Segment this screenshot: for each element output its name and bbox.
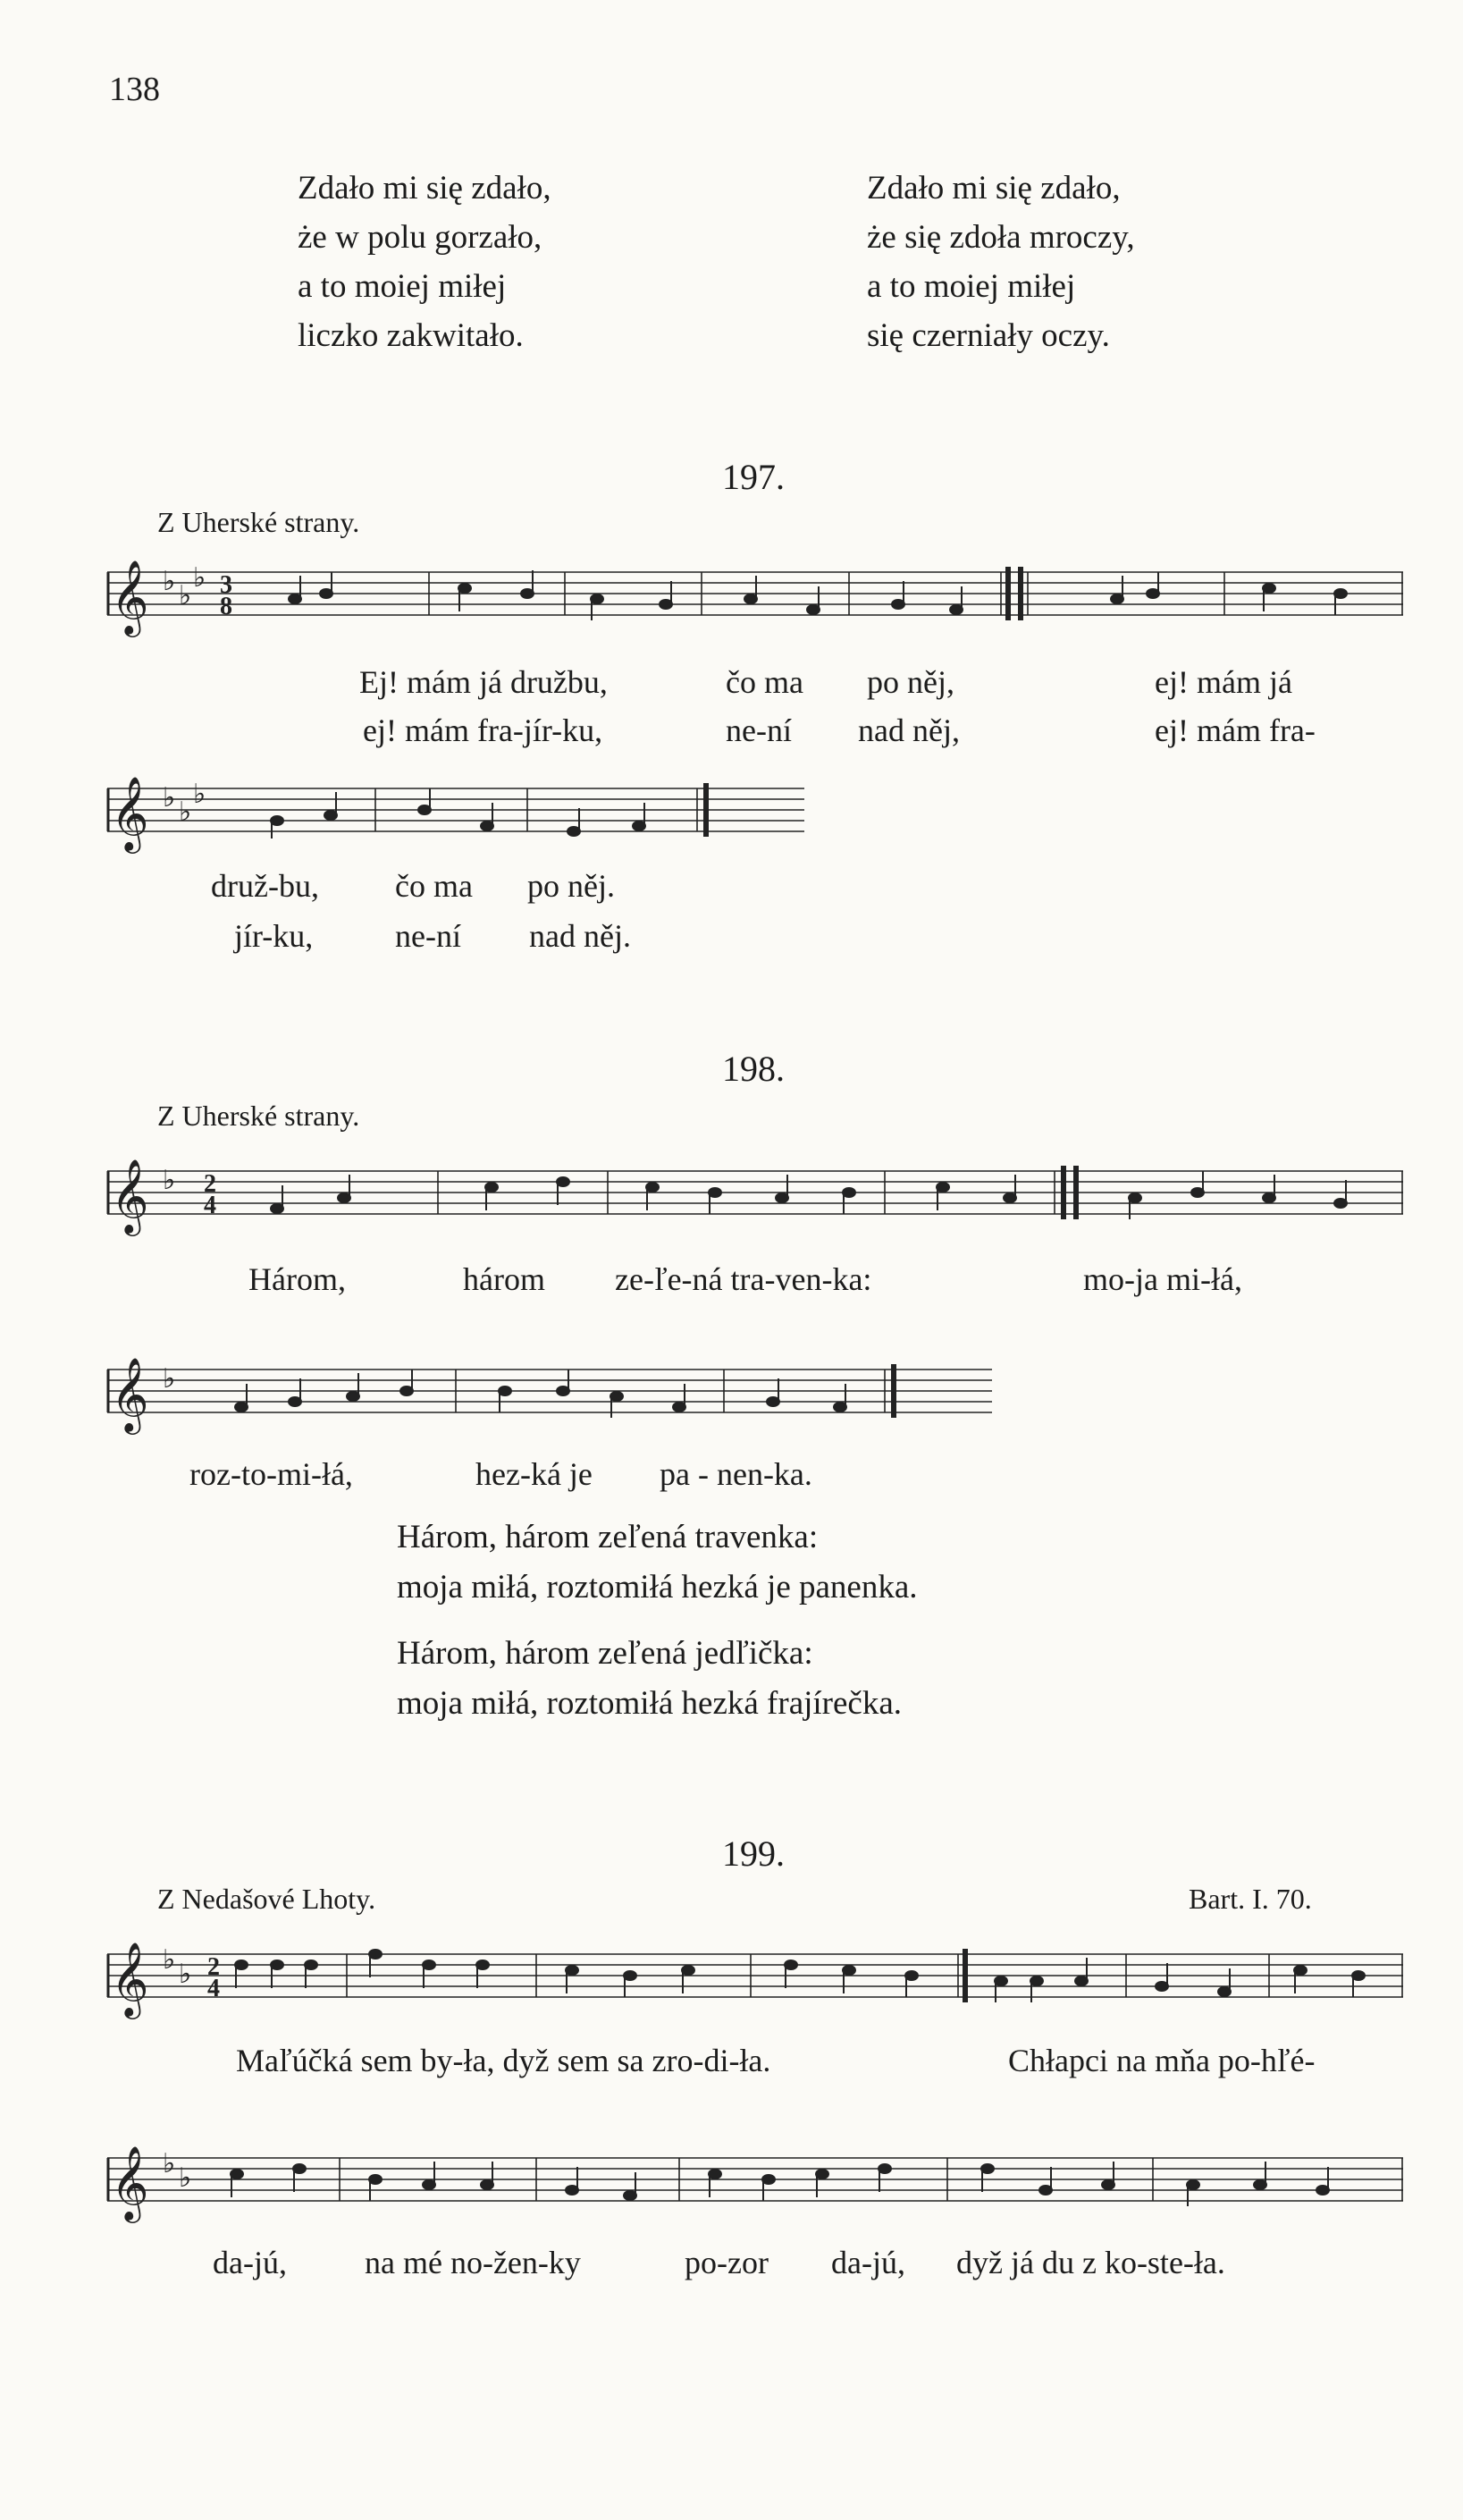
lyric: három <box>463 1261 545 1297</box>
flat-icon: ♭ <box>179 581 192 611</box>
lyric: Maľúčká sem by-ła, dyž sem sa zro-di-ła. <box>236 2043 771 2078</box>
treble-clef-icon: 𝄞 <box>111 1941 149 2016</box>
song-origin: Z Uherské strany. <box>157 1100 360 1132</box>
lyric: ne-ní <box>726 712 792 748</box>
poem-line: a to moiej miłej <box>867 268 1076 305</box>
lyric: roz-to-mi-łá, <box>189 1456 353 1492</box>
poem-line: że się zdoła mroczy, <box>867 219 1135 256</box>
verse-line: moja miłá, roztomiłá hezká je panenka. <box>397 1569 918 1606</box>
flat-icon: ♭ <box>163 2149 176 2179</box>
lyric: Ej! mám já družbu, <box>359 664 608 700</box>
flat-icon: ♭ <box>163 567 176 596</box>
lyric: ej! mám já <box>1155 664 1292 700</box>
lyric: ej! mám fra- <box>1155 712 1316 748</box>
source-reference: Bart. I. 70. <box>1189 1883 1312 1915</box>
flat-icon: ♭ <box>163 1945 176 1975</box>
lyric: čo ma <box>395 868 473 904</box>
poem-line: a to moiej miłej <box>298 268 507 305</box>
music-staff <box>107 1356 1001 1431</box>
time-sig-bottom: 4 <box>207 1975 220 2002</box>
notes <box>271 1171 1347 1219</box>
verse-line: moja miłá, roztomiłá hezká frajírečka. <box>397 1685 903 1722</box>
verse <box>397 1513 918 1613</box>
music-staff <box>107 775 822 850</box>
lyric: mo-ja mi-łá, <box>1083 1261 1242 1297</box>
music-staff <box>107 2145 1412 2220</box>
top-poem-right <box>867 164 1135 360</box>
treble-clef-icon: 𝄞 <box>111 2145 149 2220</box>
lyric: po něj. <box>527 868 615 904</box>
lyric: pa - nen-ka. <box>660 1456 812 1492</box>
lyric: druž-bu, <box>211 868 319 904</box>
lyric: nad něj. <box>529 918 631 954</box>
page-number: 138 <box>109 71 160 108</box>
time-sig-top: 3 <box>220 571 232 599</box>
lyric: čo ma <box>726 664 803 700</box>
flat-icon: ♭ <box>179 2163 192 2193</box>
lyric: na mé no-žen-ky <box>365 2245 581 2280</box>
lyric: po něj, <box>867 664 954 700</box>
notes <box>289 570 1347 620</box>
poem-line: Zdało mi się zdało, <box>298 170 551 206</box>
verse-line: Három, három zeľená jedľička: <box>397 1635 813 1672</box>
song-number: 197. <box>722 457 785 497</box>
lyric: hez-ká je <box>475 1456 593 1492</box>
lyric: Három, <box>248 1261 346 1297</box>
flat-icon: ♭ <box>193 780 206 809</box>
lyric: da-jú, <box>213 2245 287 2280</box>
time-sig-top: 2 <box>207 1953 220 1981</box>
verse-line: Három, három zeľená travenka: <box>397 1519 819 1555</box>
lyric: po-zor <box>685 2245 769 2280</box>
time-sig-top: 2 <box>204 1170 216 1198</box>
poem-line: liczko zakwitało. <box>298 317 524 354</box>
top-poem-left <box>298 164 551 360</box>
verse <box>397 1629 902 1729</box>
music-staff <box>107 559 1412 634</box>
notes <box>235 1370 846 1418</box>
music-staff <box>107 1158 1412 1233</box>
treble-clef-icon: 𝄞 <box>111 1158 149 1233</box>
poem-line: Zdało mi się zdało, <box>867 170 1121 206</box>
poem-line: się czerniały oczy. <box>867 317 1110 354</box>
lyric: nad něj, <box>858 712 960 748</box>
treble-clef-icon: 𝄞 <box>111 775 149 850</box>
lyric: da-jú, <box>831 2245 905 2280</box>
flat-icon: ♭ <box>163 1364 176 1394</box>
flat-icon: ♭ <box>179 797 192 827</box>
lyric: ej! mám fra-jír-ku, <box>363 712 603 748</box>
treble-clef-icon: 𝄞 <box>111 559 149 634</box>
song-origin: Z Uherské strany. <box>157 506 360 538</box>
poem-line: że w polu gorzało, <box>298 219 542 256</box>
lyric: dyž já du z ko-ste-ła. <box>956 2245 1225 2280</box>
lyric: Chłapci na mňa po-hľé- <box>1008 2043 1316 2078</box>
flat-icon: ♭ <box>179 1960 192 1989</box>
flat-icon: ♭ <box>163 783 176 813</box>
lyric: ze-ľe-ná tra-ven-ka: <box>615 1261 872 1297</box>
flat-icon: ♭ <box>193 563 206 593</box>
song-number: 199. <box>722 1833 785 1874</box>
flat-icon: ♭ <box>163 1166 176 1195</box>
time-sig-bottom: 4 <box>204 1192 216 1219</box>
song-origin: Z Nedašové Lhoty. <box>157 1883 376 1915</box>
music-staff <box>107 1941 1412 2016</box>
time-sig-bottom: 8 <box>220 593 232 620</box>
song-number: 198. <box>722 1049 785 1089</box>
lyric: jír-ku, <box>234 918 314 954</box>
lyric: ne-ní <box>395 918 461 954</box>
treble-clef-icon: 𝄞 <box>111 1356 149 1431</box>
